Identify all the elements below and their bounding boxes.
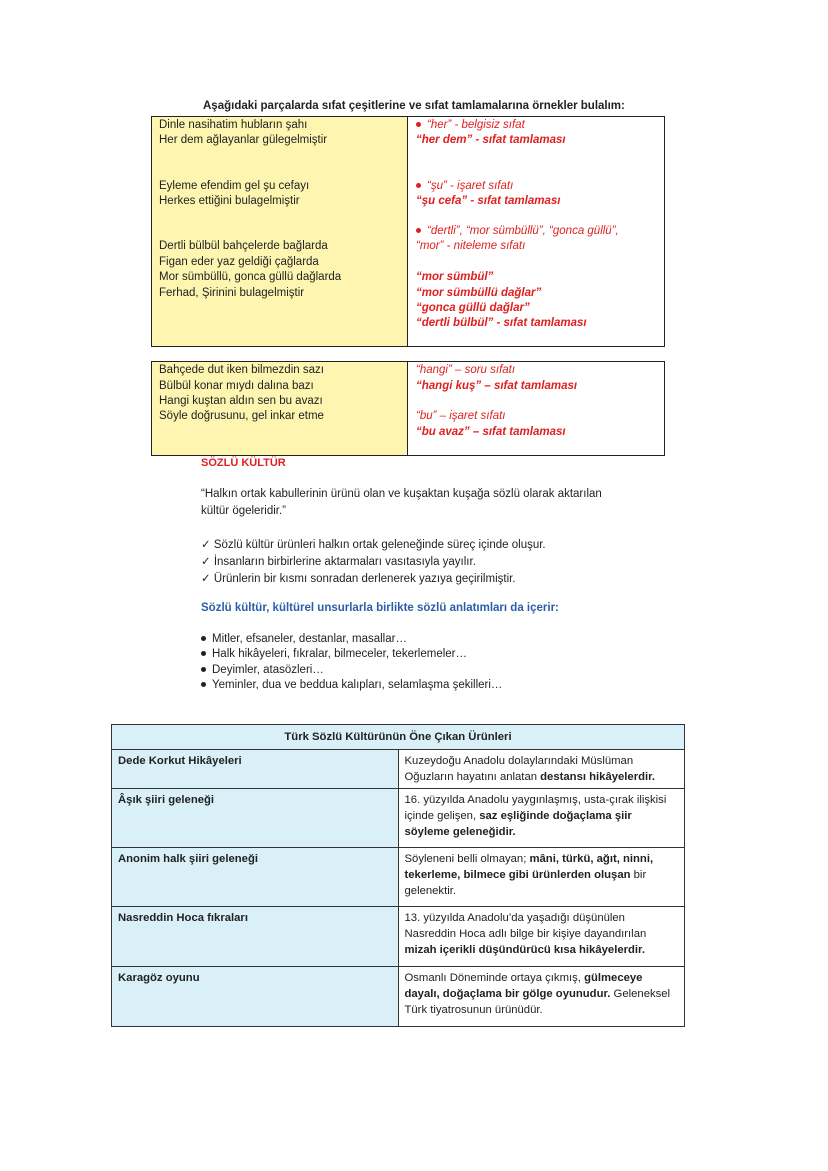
- verse-line: Her dem ağlayanlar gülegelmiştir: [159, 134, 328, 146]
- row-key: Karagöz oyunu: [112, 967, 399, 1027]
- page-title: Aşağıdaki parçalarda sıfat çeşitlerine ve sıfat tamlamalarına örnekler bulalım:: [203, 100, 625, 112]
- verse-line: Dertli bülbül bahçelerde bağlarda: [159, 240, 328, 252]
- check-item: ✓ İnsanların birbirlerine aktarmaları vasıtasıyla yayılır.: [201, 556, 476, 568]
- verse-line: Bülbül konar mıydı dalına bazı: [159, 380, 314, 392]
- check-item: ✓ Ürünlerin bir kısmı sonradan derlenerek yazıya geçirilmiştir.: [201, 573, 516, 585]
- annotation-line: “mor” - niteleme sıfatı: [416, 240, 526, 252]
- verse-line: Mor sümbüllü, gonca güllü dağlarda: [159, 271, 342, 283]
- bullet-icon: [201, 667, 206, 672]
- table-row: [112, 848, 685, 907]
- annotation-line: “her dem” - sıfat tamlaması: [416, 134, 566, 146]
- row-value: 13. yüzyılda Anadolu’da yaşadığı düşünülen Nasreddin Hoca adlı bilge bir kişiye dayandırılan mizah içerikli düşündürücü kısa hikâyelerdir.: [398, 907, 685, 967]
- annotation-cell: [408, 362, 665, 456]
- annotation-line: “mor sümbül”: [416, 271, 494, 283]
- row-key: Anonim halk şiiri geleneği: [112, 848, 399, 907]
- verse-line: Söyle doğrusunu, gel inkar etme: [159, 410, 324, 422]
- annotation-line: “bu avaz” – sıfat tamlaması: [416, 426, 566, 438]
- row-value: Söyleneni belli olmayan; mâni, türkü, ağıt, ninni, tekerleme, bilmece gibi ürünlerden oluşan bir gelenektir.: [398, 848, 685, 907]
- annotation-line: “dertli”, “mor sümbüllü”, “gonca güllü”,: [416, 224, 619, 239]
- row-value: 16. yüzyılda Anadolu yaygınlaşmış, usta-çırak ilişkisi içinde gelişen, saz eşliğinde doğaçlama şiir söyleme geleneğidir.: [398, 789, 685, 848]
- verse-cell: [152, 362, 408, 456]
- annotation-line: “şu cefa” - sıfat tamlaması: [416, 195, 561, 207]
- bullet-item: Mitler, efsaneler, destanlar, masallar…: [201, 631, 407, 648]
- section-heading: SÖZLÜ KÜLTÜR: [201, 457, 286, 469]
- verse-line: Dinle nasihatim hubların şahı: [159, 119, 308, 131]
- kultur-table: [111, 724, 685, 1027]
- check-icon: ✓: [201, 556, 214, 568]
- table-row: [112, 789, 685, 848]
- annotation-line: “gonca güllü dağlar”: [416, 302, 530, 314]
- bullet-icon: [201, 682, 206, 687]
- verse-line: Hangi kuştan aldın sen bu avazı: [159, 395, 323, 407]
- annotation-line: “dertli bülbül” - sıfat tamlaması: [416, 317, 587, 329]
- row-value: Kuzeydoğu Anadolu dolaylarındaki Müslüman Oğuzların hayatını anlatan destansı hikâyelerdir.: [398, 750, 685, 789]
- verse-line: Figan eder yaz geldiği çağlarda: [159, 256, 319, 268]
- check-icon: ✓: [201, 539, 214, 551]
- row-key: Âşık şiiri geleneği: [112, 789, 399, 848]
- table-row: [112, 967, 685, 1027]
- row-key: Dede Korkut Hikâyeleri: [112, 750, 399, 789]
- annotation-line: “şu” - işaret sıfatı: [416, 179, 513, 194]
- bullet-icon: [201, 636, 206, 641]
- annotation-line: “hangi” – soru sıfatı: [416, 364, 516, 376]
- bullet-item: Halk hikâyeleri, fıkralar, bilmeceler, tekerlemeler…: [201, 646, 467, 663]
- annotation-line: “mor sümbüllü dağlar”: [416, 287, 542, 299]
- bullet-icon: [416, 183, 421, 188]
- bullet-icon: [416, 122, 421, 127]
- poem-table-1: [151, 116, 665, 347]
- annotation-line: “her” - belgisiz sıfat: [416, 118, 525, 133]
- row-key: Nasreddin Hoca fıkraları: [112, 907, 399, 967]
- verse-line: Eyleme efendim gel şu cefayı: [159, 180, 310, 192]
- bullet-icon: [201, 651, 206, 656]
- verse-line: Bahçede dut iken bilmezdin sazı: [159, 364, 324, 376]
- definition-line: “Halkın ortak kabullerinin ürünü olan ve kuşaktan kuşağa sözlü olarak aktarılan: [201, 488, 602, 500]
- verse-line: Ferhad, Şirinini bulagelmiştir: [159, 287, 305, 299]
- table-header: Türk Sözlü Kültürünün Öne Çıkan Ürünleri: [112, 725, 685, 750]
- annotation-line: “hangi kuş” – sıfat tamlaması: [416, 380, 578, 392]
- bullet-icon: [416, 228, 421, 233]
- annotation-cell: [408, 117, 665, 347]
- verse-cell: [152, 117, 408, 347]
- subheading: Sözlü kültür, kültürel unsurlarla birlikte sözlü anlatımları da içerir:: [201, 602, 559, 614]
- bullet-item: Deyimler, atasözleri…: [201, 662, 324, 679]
- annotation-line: “bu” – işaret sıfatı: [416, 410, 506, 422]
- row-value: Osmanlı Döneminde ortaya çıkmış, gülmeceye dayalı, doğaçlama bir gölge oyunudur. Geleneksel Türk tiyatrosunun ürünüdür.: [398, 967, 685, 1027]
- definition-line: kültür ögeleridir.”: [201, 505, 287, 517]
- table-row: [112, 907, 685, 967]
- check-icon: ✓: [201, 573, 214, 585]
- table-row: [112, 750, 685, 789]
- check-item: ✓ Sözlü kültür ürünleri halkın ortak geleneğinde süreç içinde oluşur.: [201, 539, 546, 551]
- bullet-item: Yeminler, dua ve beddua kalıpları, selamlaşma şekilleri…: [201, 677, 502, 694]
- verse-line: Herkes ettiğini bulagelmiştir: [159, 195, 300, 207]
- poem-table-2: [151, 361, 665, 456]
